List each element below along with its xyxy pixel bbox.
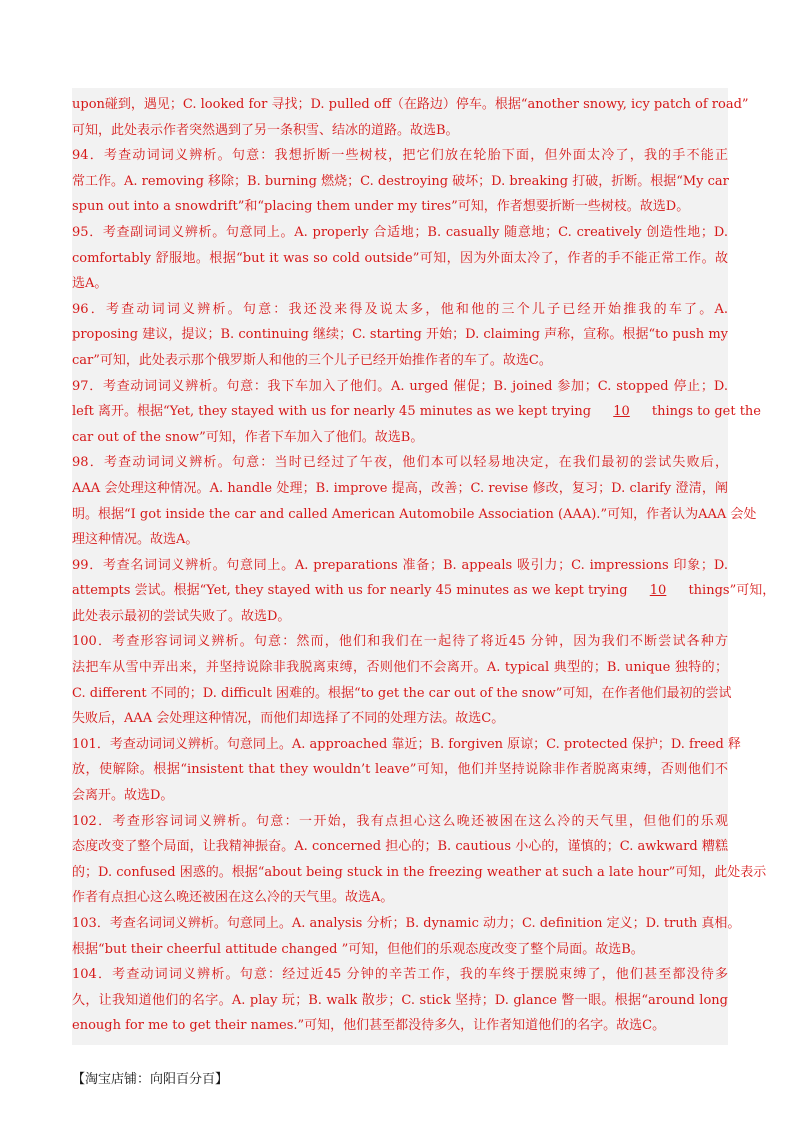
explanation-line: 104．考查动词词义辨析。句意：经过近45 分钟的辛苦工作，我的车终于摆脱束缚了，他们甚至都没待多	[72, 967, 728, 983]
explanation-line: comfortably 舒服地。根据“but it was so cold outside”可知，因为外面太冷了，作者的手不能正常工作。故	[72, 250, 728, 266]
explanation-line: 100．考查形容词词义辨析。句意：然而，他们和我们在一起待了将近45 分钟，因为我们不断尝试各种方	[72, 634, 728, 650]
line-text-after: things to get the	[651, 404, 761, 420]
explanation-line: 103．考查名词词义辨析。句意同上。A. analysis 分析；B. dynamic 动力；C. definition 定义；D. truth 真相。	[72, 916, 741, 931]
answer-explanation-block	[72, 88, 776, 1045]
explanation-line: 态度改变了整个局面，让我精神振奋。A. concerned 担心的；B. cautious 小心的，谨慎的；C. awkward 糟糕	[72, 839, 728, 855]
explanation-line: 明。根据“I got inside the car and called American Automobile Association (AAA).”可知，作者认为AAA 会处	[72, 506, 757, 522]
explanation-line: 作者有点担心这么晚还被困在这么冷的天气里。故选A。	[72, 890, 394, 906]
explanation-line: 久，让我知道他们的名字。A. play 玩；B. walk 散步；C. stick 坚持；D. glance 瞥一眼。根据“around long	[72, 992, 728, 1008]
explanation-line: proposing 建议，提议；B. continuing 继续；C. starting 开始；D. claiming 声称，宣称。根据“to push my	[72, 327, 728, 343]
explanation-line: upon碰到，遇见；C. looked for 寻找；D. pulled off（在路边）停车。根据“another snowy, icy patch of road”	[72, 97, 749, 112]
explanation-line: 102．考查形容词词义辨析。句意：一开始，我有点担心这么晚还被困在这么冷的天气里，但他们的乐观	[72, 813, 728, 829]
line-text: attempts 尝试。根据“Yet, they stayed with us for nearly 45 minutes as we kept trying	[72, 583, 628, 599]
fill-in-blank: 10	[613, 404, 630, 420]
explanation-line	[72, 399, 761, 425]
explanation-line: 可知，此处表示作者突然遇到了另一条积雪、结冰的道路。故选B。	[72, 122, 459, 138]
explanation-line: 94．考查动词词义辨析。句意：我想折断一些树枝，把它们放在轮胎下面，但外面太冷了，我的手不能正	[72, 148, 728, 164]
explanation-line: 理这种情况。故选A。	[72, 532, 199, 548]
explanation-line: 95．考查副词词义辨析。句意同上。A. properly 合适地；B. casually 随意地；C. creatively 创造性地；D.	[72, 224, 728, 240]
fill-in-blank: 10	[649, 583, 667, 599]
explanation-line: 101．考查动词词义辨析。句意同上。A. approached 靠近；B. forgiven 原谅；C. protected 保护；D. freed 释	[72, 736, 741, 752]
explanation-line: C. different 不同的；D. difficult 困难的。根据“to get the car out of the snow”可知，在作者他们最初的尝试	[72, 685, 732, 701]
explanation-line: 会离开。故选D。	[72, 788, 174, 804]
explanation-line: car out of the snow”可知，作者下车加入了他们。故选B。	[72, 429, 424, 445]
explanation-line: 失败后，AAA 会处理这种情况，而他们却选择了不同的处理方法。故选C。	[72, 711, 505, 727]
explanation-line: AAA 会处理这种情况。A. handle 处理；B. improve 提高，改善；C. revise 修改，复习；D. clarify 澄清，阐	[72, 480, 728, 496]
explanation-line: 选A。	[72, 276, 108, 292]
explanation-line: spun out into a snowdrift”和“placing them under my tires”可知，作者想要折断一些树枝。故选D。	[72, 199, 690, 215]
explanation-line: 放，使解除。根据“insistent that they wouldn’t leave”可知，他们并坚持说除非作者脱离束缚，否则他们不	[72, 762, 728, 778]
line-text: left 离开。根据“Yet, they stayed with us for nearly 45 minutes as we kept trying	[72, 404, 592, 420]
line-text-after: things”可知，	[688, 583, 776, 599]
explanation-line: 96．考查动词词义辨析。句意：我还没来得及说太多，他和他的三个儿子已经开始推我的车了。A.	[72, 301, 728, 317]
explanation-line: enough for me to get their names.”可知，他们甚至都没待多久，让作者知道他们的名字。故选C。	[72, 1018, 666, 1034]
explanation-line: 的；D. confused 困惑的。根据“about being stuck in the freezing weather at such a late hour”可知，此处表示	[72, 864, 767, 880]
explanation-line: car”可知，此处表示那个俄罗斯人和他的三个儿子已经开始推作者的车了。故选C。	[72, 352, 552, 368]
explanation-line: 法把车从雪中弄出来，并坚持说除非我脱离束缚，否则他们不会离开。A. typical 典型的；B. unique 独特的；	[72, 660, 728, 676]
explanation-line: 常工作。A. removing 移除；B. burning 燃烧；C. destroying 破坏；D. breaking 打破，折断。根据“My car	[72, 173, 729, 189]
footer-shop-label: 【淘宝店铺：向阳百分百】	[72, 1072, 229, 1087]
explanation-line: 根据“but their cheerful attitude changed ”可知，但他们的乐观态度改变了整个局面。故选B。	[72, 941, 644, 957]
explanation-line	[72, 578, 776, 604]
explanation-line: 此处表示最初的尝试失败了。故选D。	[72, 608, 291, 624]
explanation-line: 98．考查动词词义辨析。句意：当时已经过了午夜，他们本可以轻易地决定，在我们最初的尝试失败后，	[72, 455, 728, 471]
explanation-line: 99．考查名词词义辨析。句意同上。A. preparations 准备；B. appeals 吸引力；C. impressions 印象；D.	[72, 557, 728, 573]
explanation-line: 97．考查动词词义辨析。句意：我下车加入了他们。A. urged 催促；B. joined 参加；C. stopped 停止；D.	[72, 378, 728, 394]
